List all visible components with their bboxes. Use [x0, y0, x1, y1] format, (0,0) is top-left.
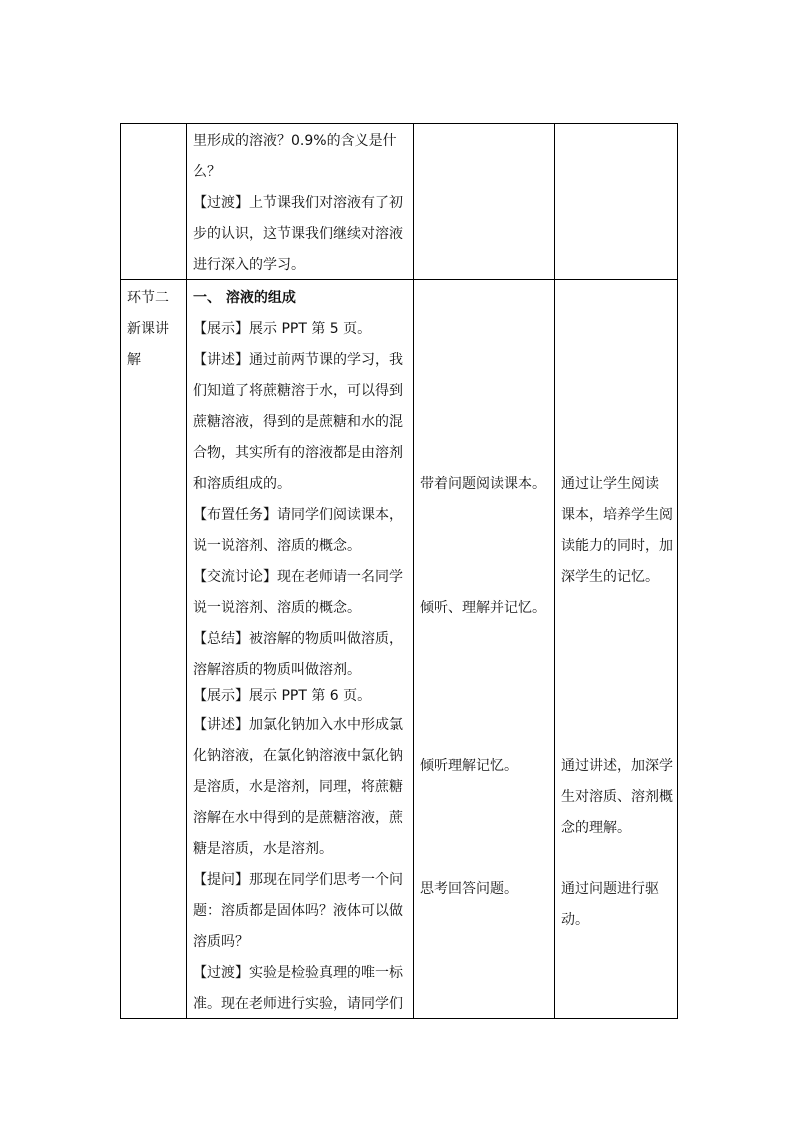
text-line: 和溶质组成的。 [193, 476, 291, 492]
text-line: 【提问】那现在同学们思考一个问 [193, 872, 403, 888]
text-line: 【展示】展示 PPT 第 5 页。 [193, 321, 372, 337]
text-line: 合物，其实所有的溶液都是由溶剂 [193, 445, 403, 461]
design-intent-text: 读能力的同时，加 [561, 538, 673, 554]
text-line: 【布置任务】请同学们阅读课本， [193, 507, 403, 523]
row1-col4-cell [555, 124, 678, 280]
row2-col3-cell [414, 280, 555, 1019]
design-intent-text: 深学生的记忆。 [561, 569, 659, 585]
design-intent-text: 动。 [561, 912, 589, 928]
student-activity-text: 思考回答问题。 [420, 881, 518, 897]
row2-col4-cell [555, 280, 678, 1019]
text-line: 么？ [193, 164, 221, 180]
section-heading: 一、 溶液的组成 [193, 290, 296, 306]
text-line: 溶质吗？ [193, 934, 249, 950]
text-line: 【讲述】加氯化钠加入水中形成氯 [193, 717, 403, 733]
row1-col3-cell [414, 124, 555, 280]
text-line: 题：溶质都是固体吗？液体可以做 [193, 903, 403, 919]
row1-col2-cell [187, 124, 414, 280]
design-intent-text: 通过讲述，加深学 [561, 758, 673, 774]
text-line: 【交流讨论】现在老师请一名同学 [193, 569, 403, 585]
text-line: 【展示】展示 PPT 第 6 页。 [193, 688, 372, 704]
text-line: 说一说溶剂、溶质的概念。 [193, 600, 361, 616]
text-line: 是溶质，水是溶剂，同理，将蔗糖 [193, 779, 403, 795]
text-line: 溶解在水中得到的是蔗糖溶液，蔗 [193, 810, 403, 826]
text-line: 【讲述】通过前两节课的学习，我 [193, 352, 403, 368]
design-intent-text: 通过让学生阅读 [561, 476, 659, 492]
text-line: 们知道了将蔗糖溶于水，可以得到 [193, 383, 403, 399]
row2-col2-cell [187, 280, 414, 1019]
text-line: 【过渡】实验是检验真理的唯一标 [193, 965, 403, 981]
row2-col1-cell [121, 280, 187, 1019]
text-line: 化钠溶液，在氯化钠溶液中氯化钠 [193, 748, 403, 764]
text-line: 糖是溶质，水是溶剂。 [193, 841, 333, 857]
design-intent-text: 生对溶质、溶剂概 [561, 789, 673, 805]
design-intent-text: 课本，培养学生阅 [561, 507, 673, 523]
text-line: 蔗糖溶液，得到的是蔗糖和水的混 [193, 414, 403, 430]
design-intent-text: 通过问题进行驱 [561, 881, 659, 897]
lesson-plan-table [120, 123, 678, 1019]
student-activity-text: 倾听理解记忆。 [420, 758, 518, 774]
row1-col1-cell [121, 124, 187, 280]
text-line: 里形成的溶液？0.9%的含义是什 [193, 133, 397, 149]
text-line: 准。现在老师进行实验，请同学们 [193, 996, 403, 1012]
design-intent-text: 念的理解。 [561, 820, 631, 836]
text-line: 【总结】被溶解的物质叫做溶质， [193, 631, 403, 647]
text-line: 溶解溶质的物质叫做溶剂。 [193, 662, 361, 678]
text-line: 进行深入的学习。 [193, 257, 305, 273]
stage-label-line: 解 [127, 352, 141, 368]
text-line: 步的认识，这节课我们继续对溶液 [193, 226, 403, 242]
text-line: 【过渡】上节课我们对溶液有了初 [193, 195, 403, 211]
text-line: 说一说溶剂、溶质的概念。 [193, 538, 361, 554]
stage-label-line: 环节二 [127, 290, 169, 306]
student-activity-text: 带着问题阅读课本。 [420, 476, 546, 492]
stage-label-line: 新课讲 [127, 321, 169, 337]
student-activity-text: 倾听、理解并记忆。 [420, 600, 546, 616]
